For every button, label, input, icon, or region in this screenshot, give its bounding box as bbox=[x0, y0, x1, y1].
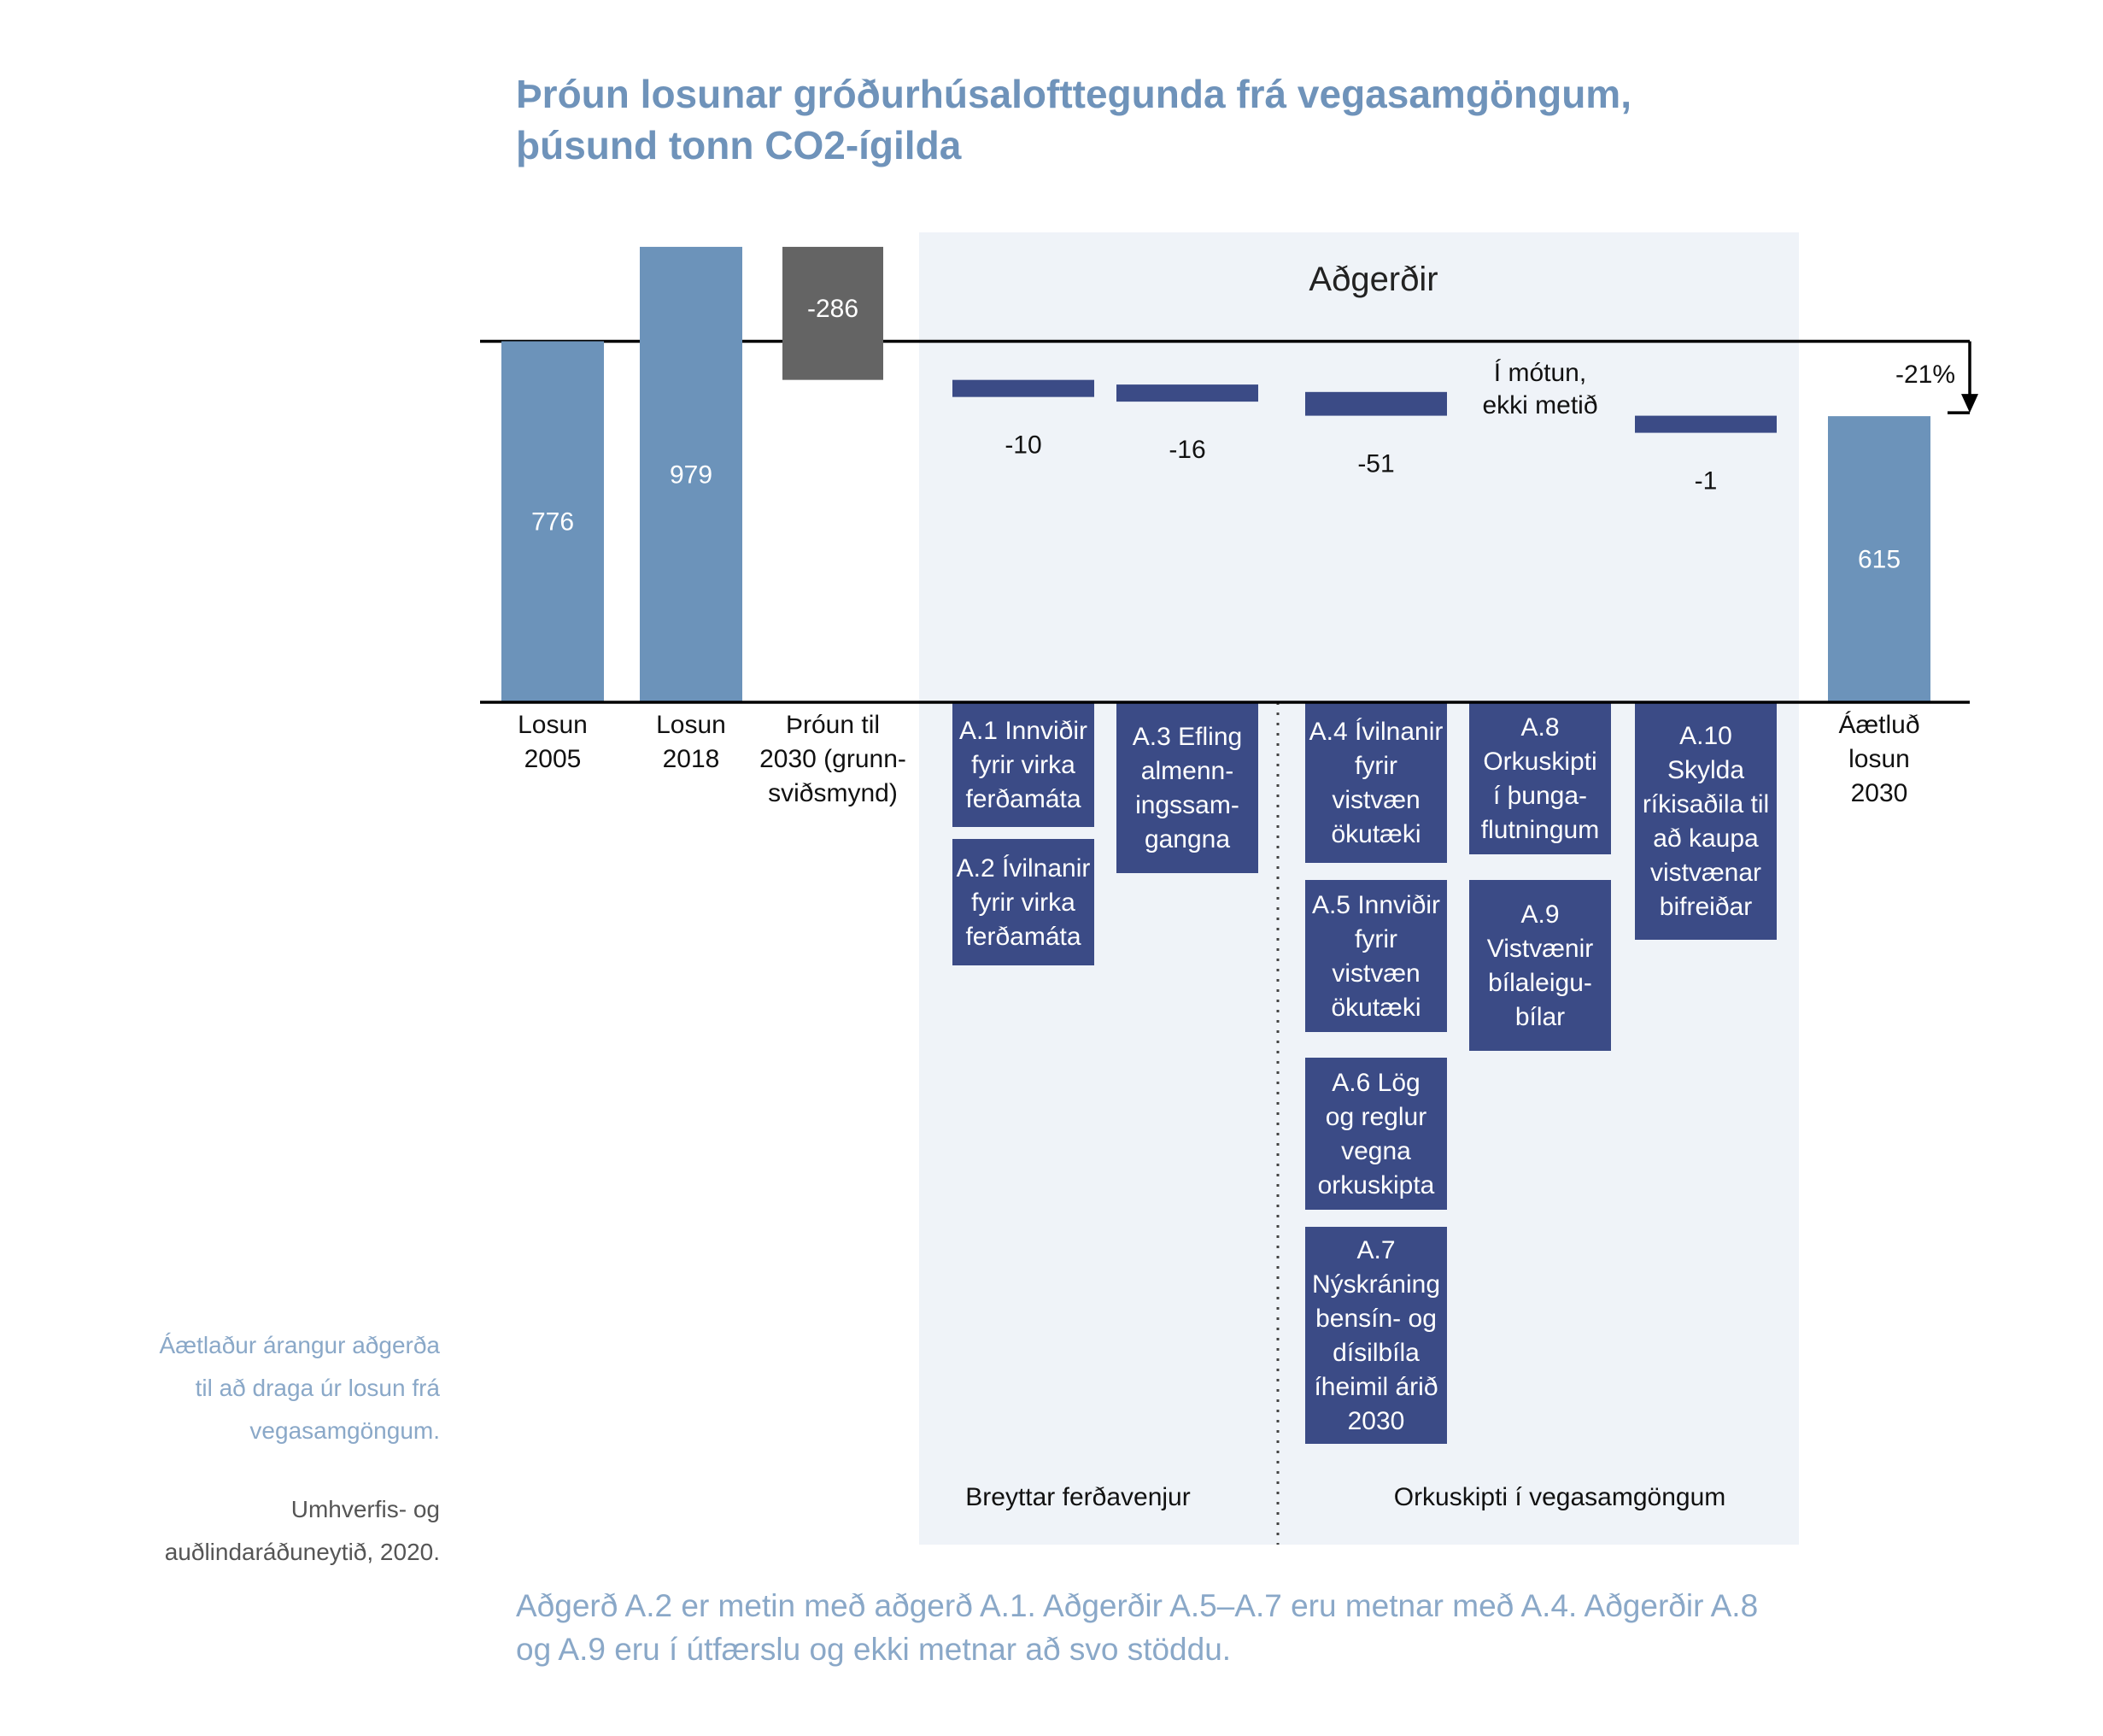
group-label-1-line-1: Breyttar ferðavenjur bbox=[965, 1483, 1191, 1511]
category-label-3-line-2: 2030 (grunn- bbox=[759, 745, 906, 773]
source-line-1: Umhverfis- og bbox=[290, 1496, 440, 1522]
action-label-6-4-line-2: Nýskráning bbox=[1311, 1270, 1441, 1299]
action-label-6-3-line-1: A.6 Lög bbox=[1332, 1069, 1421, 1097]
source-note bbox=[81, 1488, 440, 1574]
action-label-6-3-line-4: orkuskipta bbox=[1317, 1171, 1435, 1199]
bar-value-5 bbox=[1169, 436, 1205, 464]
action-label-7-1-line-1: A.8 bbox=[1520, 713, 1560, 742]
bar-value-4-line-1: -10 bbox=[1005, 431, 1042, 460]
bar-value-8 bbox=[1695, 467, 1718, 496]
source-line-2: auðlindaráðuneytið, 2020. bbox=[164, 1539, 440, 1565]
action-label-6-4-line-3: bensín- og bbox=[1315, 1305, 1437, 1333]
category-label-3-line-1: Þróun til bbox=[785, 711, 881, 739]
group-label-1 bbox=[965, 1483, 1190, 1511]
bar-4 bbox=[952, 380, 1094, 397]
bar-value-7-line-1: Í mótun, bbox=[1493, 359, 1587, 387]
action-label-6-2-line-4: ökutæki bbox=[1331, 994, 1421, 1022]
chart-title bbox=[516, 68, 1631, 171]
action-label-8-1-line-1: A.10 bbox=[1679, 722, 1732, 750]
action-label-8-1-line-2: Skylda bbox=[1667, 756, 1745, 784]
action-label-6-1-line-2: fyrir bbox=[1355, 752, 1397, 780]
bar-5 bbox=[1116, 384, 1258, 402]
side-note-line-2: til að draga úr losun frá bbox=[195, 1375, 440, 1401]
category-label-9-line-1: Áætluð bbox=[1838, 711, 1920, 739]
bar-8 bbox=[1635, 416, 1777, 433]
bar-value-3 bbox=[807, 295, 858, 323]
action-label-6-2-line-3: vistvæn bbox=[1332, 959, 1421, 988]
category-label-2-line-1: Losun bbox=[656, 711, 726, 739]
bar-value-7-line-2: ekki metið bbox=[1482, 391, 1598, 419]
bar-value-6-line-1: -51 bbox=[1357, 449, 1395, 478]
action-label-6-1-line-1: A.4 Ívilnanir bbox=[1309, 718, 1444, 746]
action-label-7-1-line-3: í þunga- bbox=[1492, 782, 1588, 810]
bar-6 bbox=[1305, 392, 1447, 416]
group-label-2 bbox=[1394, 1483, 1726, 1511]
action-label-6-4-line-4: dísilbíla bbox=[1333, 1339, 1420, 1367]
bar-value-2 bbox=[670, 460, 712, 489]
action-label-6-3-line-3: vegna bbox=[1341, 1137, 1411, 1165]
category-label-1-line-1: Losun bbox=[518, 711, 588, 739]
category-label-9 bbox=[1838, 711, 1919, 807]
action-label-7-2-line-3: bílaleigu- bbox=[1488, 969, 1592, 997]
action-label-5-1-line-3: ingssam- bbox=[1135, 791, 1239, 819]
action-label-8-1-line-5: vistvænar bbox=[1649, 859, 1762, 887]
action-label-4-2-line-2: fyrir virka bbox=[971, 889, 1075, 917]
category-label-3 bbox=[759, 711, 906, 807]
bar-value-9-line-1: 615 bbox=[1857, 545, 1901, 574]
reduction-label bbox=[1895, 361, 1955, 389]
bar-value-1 bbox=[531, 508, 574, 537]
bar-value-5-line-1: -16 bbox=[1169, 436, 1206, 465]
bar-value-3-line-1: -286 bbox=[806, 294, 859, 323]
category-label-2-line-2: 2018 bbox=[662, 745, 720, 773]
action-label-5-1-line-1: A.3 Efling bbox=[1132, 723, 1243, 751]
bar-value-6 bbox=[1357, 450, 1394, 478]
group-label-2-line-1: Orkuskipti í vegasamgöngum bbox=[1393, 1483, 1726, 1511]
category-label-3-line-3: sviðsmynd) bbox=[768, 779, 898, 807]
action-label-5-1-line-2: almenn- bbox=[1140, 757, 1234, 785]
action-label-4-2-line-1: A.2 Ívilnanir bbox=[956, 854, 1091, 883]
action-label-6-1-line-4: ökutæki bbox=[1331, 820, 1421, 848]
action-label-4-1 bbox=[959, 717, 1087, 813]
side-note-line-3: vegasamgöngum. bbox=[249, 1417, 440, 1444]
action-label-7-1-line-4: flutningum bbox=[1480, 816, 1600, 844]
chart-title-line-1: Þróun losunar gróðurhúsalofttegunda frá vegasamgöngum, bbox=[516, 72, 1631, 116]
action-label-6-4-line-6: 2030 bbox=[1347, 1407, 1405, 1435]
action-label-7-2-line-1: A.9 bbox=[1520, 900, 1560, 929]
action-label-4-1-line-1: A.1 Innviðir bbox=[958, 717, 1088, 745]
action-label-7-1-line-2: Orkuskipti bbox=[1483, 748, 1597, 776]
action-label-6-2-line-2: fyrir bbox=[1355, 925, 1397, 953]
footnote bbox=[516, 1584, 1925, 1671]
action-label-6-4-line-1: A.7 bbox=[1356, 1236, 1396, 1264]
category-label-1-line-2: 2005 bbox=[524, 745, 582, 773]
action-label-6-4-line-5: íheimil árið bbox=[1314, 1373, 1438, 1401]
category-label-1 bbox=[518, 711, 588, 773]
bar-value-1-line-1: 776 bbox=[530, 507, 575, 537]
action-label-6-3-line-2: og reglur bbox=[1325, 1103, 1427, 1131]
panel-title bbox=[1309, 261, 1438, 298]
chart-title-line-2: þúsund tonn CO2-ígilda bbox=[516, 123, 962, 167]
side-note-line-1: Áætlaður árangur aðgerða bbox=[159, 1332, 440, 1358]
bar-value-4 bbox=[1005, 431, 1041, 460]
bar-value-9 bbox=[1858, 546, 1901, 574]
action-label-5-1-line-4: gangna bbox=[1144, 825, 1231, 853]
bar-value-8-line-1: -1 bbox=[1694, 466, 1718, 496]
action-label-7-2-line-4: bílar bbox=[1514, 1003, 1566, 1031]
action-label-4-2 bbox=[957, 854, 1091, 951]
reduction-label-line-1: -21% bbox=[1895, 361, 1956, 389]
action-label-7-2-line-2: Vistvænir bbox=[1486, 935, 1594, 963]
action-label-4-2-line-3: ferðamáta bbox=[965, 923, 1081, 951]
action-label-4-1-line-2: fyrir virka bbox=[971, 751, 1075, 779]
reduction-arrowhead bbox=[1961, 394, 1978, 413]
action-label-8-1-line-3: ríkisaðila til bbox=[1642, 790, 1770, 818]
bar-value-2-line-1: 979 bbox=[669, 460, 713, 490]
category-label-9-line-3: 2030 bbox=[1850, 779, 1908, 807]
action-label-4-1-line-3: ferðamáta bbox=[965, 785, 1081, 813]
action-label-8-1-line-6: bifreiðar bbox=[1659, 893, 1753, 921]
side-note bbox=[81, 1324, 440, 1452]
category-label-2 bbox=[656, 711, 726, 773]
footnote-line-2: og A.9 eru í útfærslu og ekki metnar að svo stöddu. bbox=[516, 1632, 1232, 1667]
footnote-line-1: Aðgerð A.2 er metin með aðgerð A.1. Aðgerðir A.5–A.7 eru metnar með A.4. Aðgerðir A.8 bbox=[516, 1588, 1759, 1623]
action-label-6-2-line-1: A.5 Innviðir bbox=[1311, 891, 1441, 919]
category-label-9-line-2: losun bbox=[1848, 745, 1910, 773]
action-label-6-1-line-3: vistvæn bbox=[1332, 786, 1421, 814]
panel-title-line-1: Aðgerðir bbox=[1309, 261, 1438, 298]
action-label-8-1-line-4: að kaupa bbox=[1653, 824, 1759, 853]
